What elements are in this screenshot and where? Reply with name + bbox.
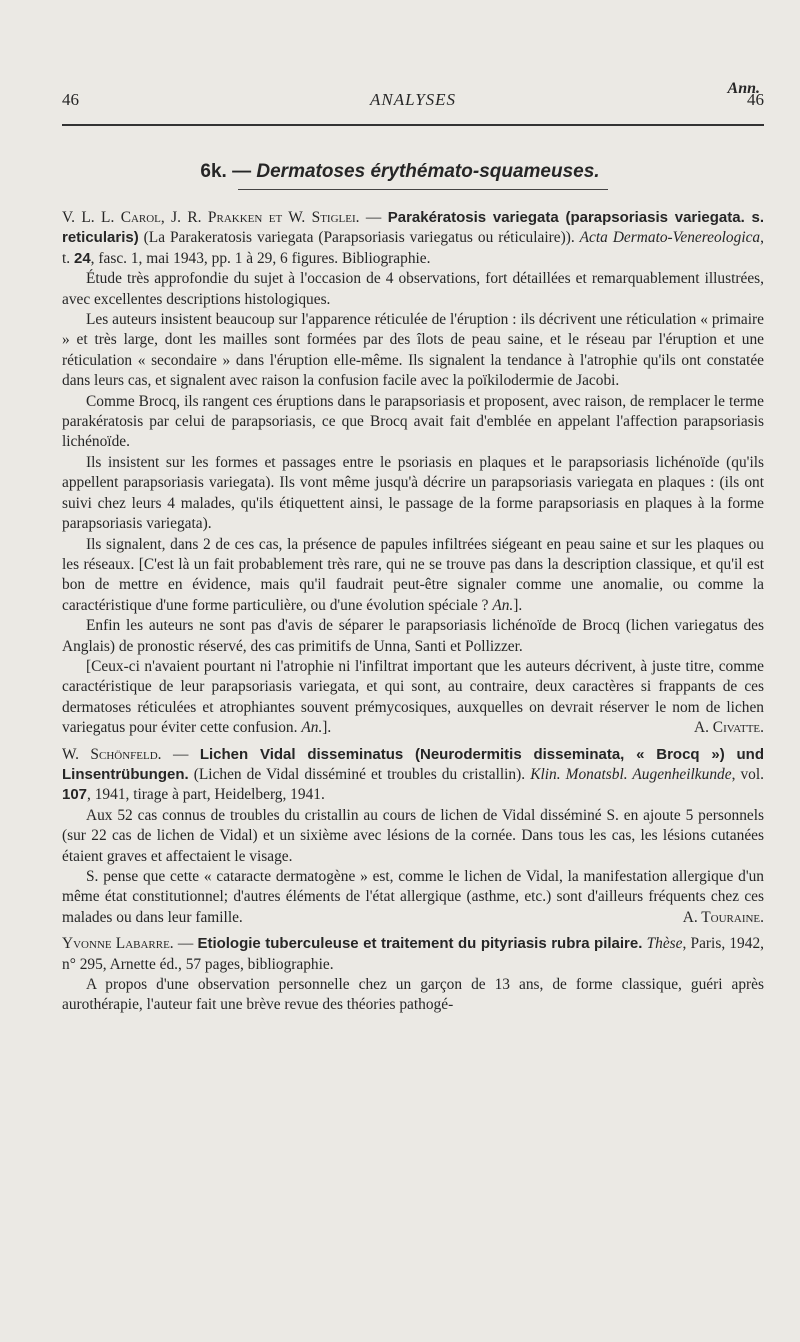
- entry-2-authors: W. Schönfeld.: [62, 745, 162, 763]
- entry-2-volume: 107: [62, 786, 88, 804]
- annotator-mark: An.: [492, 596, 514, 614]
- entry-3-citation: Yvonne Labarre. — Etiologie tuberculeuse et traitement du pityriasis rubra pilaire. Thèse, Paris, 1942, n° 295, Arnette éd., 57 pages, bibliographie.: [62, 935, 764, 973]
- entry-3-title: Etiologie tuberculeuse et traitement du pityriasis rubra pilaire.: [197, 935, 643, 953]
- entry-2-paragraph: S. pense que cette « cataracte dermatogène » est, comme le lichen de Vidal, la manifestation allergique d'un même état constitutionnel; d'autres éléments de l'état allergique (asthme, etc.) sont d'ailleurs fréquents chez ces malades ou dans leur famille. A. Touraine.: [62, 867, 764, 928]
- page-number-right: 46: [747, 90, 764, 109]
- entry-1-paragraph: Les auteurs insistent beaucoup sur l'apparence réticulée de l'éruption : ils décrivent une réticulation « primaire » et très large, dont les mailles sont formées par des îlots de peau saine, et le réseau par l'éruption et une réticulation « secondaire » dans l'éruption elle-même. Ils signalent la tendance à l'atrophie qu'ils ont constatée dans leurs cas, et signalent avec raison la confusion facile avec la poïkilodermie de Jacobi.: [62, 311, 764, 390]
- article-body: [62, 208, 764, 1016]
- entry-1-paragraph: [Ceux-ci n'avaient pourtant ni l'atrophie ni l'infiltrat important que les auteurs décrivent, à juste titre, comme caractéristique de leur parapsoriasis variegata, et qui sont, au contraire, deux caractères si frappants de ces dermatoses réticulées et atrophiantes souvent prémycosiques, auxquelles on devrait réserver le nom de lichen variegatus pour éviter cette confusion. An.]. A. Civatte.: [62, 657, 764, 739]
- entry-3-authors: Yvonne Labarre.: [62, 935, 174, 953]
- annotator-mark: An.: [301, 719, 323, 737]
- header-rule: [62, 124, 764, 126]
- running-title: ANALYSES: [369, 90, 457, 109]
- entry-2-journal: Klin. Monatsbl. Augenheilkunde: [530, 765, 732, 783]
- entry-3-paragraph: A propos d'une observation personnelle chez un garçon de 13 ans, de forme classique, guéri après aurothérapie, l'auteur fait une brève revue des théories pathogé-: [62, 976, 764, 1014]
- entry-1-authors: V. L. L. Carol, J. R. Prakken et W. Stiglei.: [62, 209, 360, 226]
- margin-annotation: Ann.: [727, 80, 760, 97]
- entry-1-volume: 24: [73, 249, 91, 267]
- running-header: [62, 90, 764, 114]
- entry-1-paragraph: Comme Brocq, ils rangent ces éruptions dans le parapsoriasis et proposent, avec raison, de remplacer le terme parakératosis par celui de parapsoriasis, ce que Brocq avait fait d'emblée en appelant l'affection parapsoriasis lichénoïde.: [62, 392, 764, 451]
- entry-1-paragraph: Étude très approfondie du sujet à l'occasion de 4 observations, fort détaillées et remarquablement illustrées, avec excellentes descriptions histologiques.: [62, 270, 764, 308]
- entry-2-citation: W. Schönfeld. — Lichen Vidal disseminatus (Neurodermitis disseminata, « Brocq ») und Linsentrübungen. (Lichen de Vidal disséminé et troubles du cristallin). Klin. Monatsbl. Augenheilkunde, vol. 107, 1941, tirage à part, Heidelberg, 1941.: [62, 745, 764, 804]
- entry-2-signature: A. Touraine.: [682, 908, 764, 926]
- section-title: Dermatoses érythémato-squameuses.: [256, 161, 600, 182]
- entry-1-paragraph: Ils signalent, dans 2 de ces cas, la présence de papules infiltrées siégeant en peau saine et sur les plaques ou les réseaux. [C'est là un fait probablement très rare, qui ne se trouve pas dans la description classique, et qu'il est bon de mettre en évidence, mais qu'il faudrait peut-être signaler comme une anomalie, ou comme la caractéristique d'une forme particulière, ou d'une évolution spéciale ? An.].: [62, 535, 764, 614]
- entry-3-journal: Thèse: [646, 935, 683, 953]
- section-rule: [238, 189, 608, 190]
- section-number: 6k.: [200, 161, 227, 182]
- entry-2-paragraph: Aux 52 cas connus de troubles du cristallin au cours de lichen de Vidal disséminé S. en ajoute 5 personnels (sur 22 cas de lichen de Vidal) et un sixième avec lésions de la cornée. Dans tous les cas, les lésions cutanées étaient graves et affectaient le visage.: [62, 806, 764, 865]
- section-heading: 6k. — Dermatoses érythémato-squameuses.: [200, 161, 600, 182]
- entry-1-paragraph: Ils insistent sur les formes et passages entre le psoriasis en plaques et le parapsoriasis lichénoïde (qu'ils appellent parapsoriasis variegata). Ils vont même jusqu'à décrire un parapsoriasis variegata en plaques : (ils ont suivi chez leurs 4 malades, qu'ils étiquettent ainsi, le passage de la forme parapsoriasis en plaques à la forme parapsoriasis variegata).: [62, 453, 764, 533]
- entry-1-signature: A. Civatte.: [694, 719, 764, 737]
- entry-1-paragraph: Enfin les auteurs ne sont pas d'avis de séparer le parapsoriasis lichénoïde de Brocq (lichen variegatus des Anglais) de pronostic réservé, des cas primitifs de Unna, Santi et Pollizzer.: [62, 617, 764, 655]
- entry-2-title: Lichen Vidal disseminatus (Neurodermitis disseminata, « Brocq ») und Linsentrübungen.: [62, 745, 764, 783]
- page-number-left: 46: [62, 90, 79, 109]
- entry-1-journal: Acta Dermato-Venereologica: [579, 229, 761, 247]
- entry-1-citation: V. L. L. Carol, J. R. Prakken et W. Stiglei. — Parakératosis variegata (parapsoriasis variegata. s. reticularis) (La Parakeratosis variegata (Parapsoriasis variegatus ou réticulaire)). Acta Dermato-Venereologica, t. 24, fasc. 1, mai 1943, pp. 1 à 29, 6 figures. Bibliographie.: [62, 209, 764, 267]
- entry-1-title: Parakératosis variegata (parapsoriasis variegata. s. reticularis): [62, 209, 764, 247]
